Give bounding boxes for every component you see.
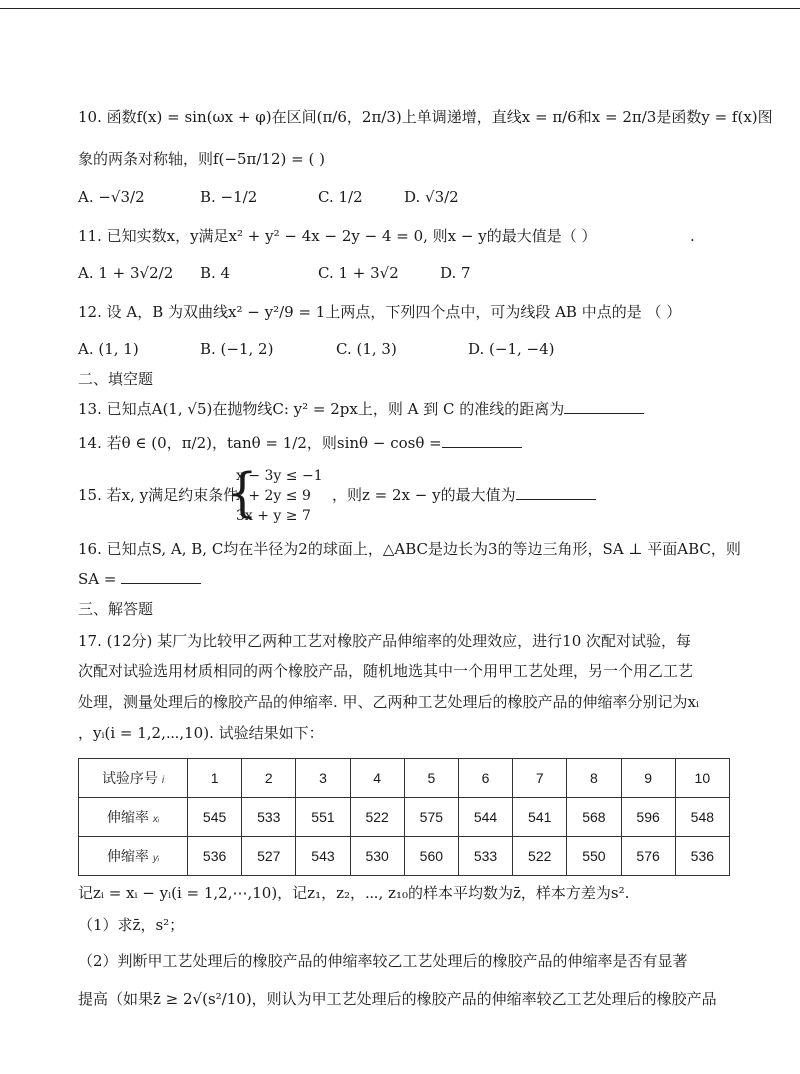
q15-constraints xyxy=(236,466,323,526)
table-cell: 596 xyxy=(621,798,675,837)
q17-line3: 处理，测量处理后的橡胶产品的伸缩率. 甲、乙两种工艺处理后的橡胶产品的伸缩率分别记为xᵢ xyxy=(78,693,700,711)
table-cell: 2 xyxy=(242,759,296,798)
table-cell: 550 xyxy=(567,837,621,876)
top-rule xyxy=(0,8,800,9)
q17-line4: ，yᵢ(i = 1,2,⋯,10). 试验结果如下： xyxy=(78,724,324,742)
q10-option-d: D. √3/2 xyxy=(404,188,459,206)
table-cell: 533 xyxy=(242,798,296,837)
q16-answer-blank[interactable] xyxy=(121,569,201,584)
q10-stem-line2: 象的两条对称轴，则f(−5π/12) = ( ) xyxy=(78,150,325,168)
q11-option-b: B. 4 xyxy=(200,264,231,282)
q14-line xyxy=(78,432,728,454)
q11-stem: 11. 已知实数x，y满足x² + y² − 4x − 2y − 4 = 0, 则x − y的最大值是（ ） xyxy=(78,227,597,245)
table-cell: 560 xyxy=(404,837,458,876)
table-cell: 4 xyxy=(350,759,404,798)
q15-constraint-2: x + 2y ≤ 9 xyxy=(236,488,311,504)
table-cell: 548 xyxy=(675,798,729,837)
q17-part1: （1）求z̄，s²； xyxy=(78,916,185,934)
q13-line xyxy=(78,398,728,420)
q15-answer-blank[interactable] xyxy=(516,485,596,500)
q15-constraint-1: x − 3y ≤ −1 xyxy=(236,468,323,484)
q12-option-d: D. (−1, −4) xyxy=(468,340,555,358)
row-header-y: 伸缩率 yᵢ xyxy=(79,837,188,876)
q11-option-d: D. 7 xyxy=(440,264,471,282)
table-cell: 543 xyxy=(296,837,350,876)
table-cell: 544 xyxy=(458,798,512,837)
q13-answer-blank[interactable] xyxy=(564,399,644,414)
table-row xyxy=(79,798,730,837)
section-solutions-heading: 三、解答题 xyxy=(78,600,154,618)
q12-stem: 12. 设 A，B 为双曲线x² − y²/9 = 1上两点，下列四个点中，可为线段 AB 中点的是 （ ） xyxy=(78,303,682,321)
table-cell: 3 xyxy=(296,759,350,798)
table-cell: 541 xyxy=(513,798,567,837)
q11-option-c: C. 1 + 3√2 xyxy=(318,264,399,282)
q17-line1: 17. (12分) 某厂为比较甲乙两种工艺对橡胶产品伸缩率的处理效应，进行10 次配对试验，每 xyxy=(78,632,692,650)
q12-option-b: B. (−1, 2) xyxy=(200,340,274,358)
table-cell: 533 xyxy=(458,837,512,876)
q17-after-table: 记zᵢ = xᵢ − yᵢ(i = 1,2,⋯,10)，记z₁，z₂，⋯, z₁₀的样本平均数为z̄，样本方差为s². xyxy=(78,884,630,902)
row-header-x: 伸缩率 xᵢ xyxy=(79,798,188,837)
q14-answer-blank[interactable] xyxy=(442,433,522,448)
table-cell: 7 xyxy=(513,759,567,798)
row-header-trial: 试验序号 i xyxy=(79,759,188,798)
table-row xyxy=(79,759,730,798)
q10-option-a: A. −√3/2 xyxy=(78,188,145,206)
table-cell: 575 xyxy=(404,798,458,837)
table-cell: 551 xyxy=(296,798,350,837)
q10-stem-line1: 10. 函数f(x) = sin(ωx + φ)在区间(π/6，2π/3)上单调递增，直线x = π/6和x = 2π/3是函数y = f(x)图 xyxy=(78,108,773,126)
table-cell: 545 xyxy=(188,798,242,837)
table-cell: 522 xyxy=(513,837,567,876)
section-fill-in-heading: 二、填空题 xyxy=(78,370,154,388)
q15-prefix: 15. 若x, y满足约束条件 xyxy=(78,486,239,504)
q15-constraint-3: 3x + y ≥ 7 xyxy=(236,508,311,524)
table-cell: 9 xyxy=(621,759,675,798)
table-cell: 8 xyxy=(567,759,621,798)
q12-option-c: C. (1, 3) xyxy=(336,340,397,358)
table-cell: 10 xyxy=(675,759,729,798)
q14-stem: 14. 若θ ∈ (0，π/2)，tanθ = 1/2，则sinθ − cosθ = xyxy=(78,434,442,452)
table-cell: 5 xyxy=(404,759,458,798)
experiment-table xyxy=(78,758,730,876)
table-cell: 536 xyxy=(675,837,729,876)
q16-sa-label: SA = xyxy=(78,570,117,588)
q16-stem-line1: 16. 已知点S, A, B, C均在半径为2的球面上，△ABC是边长为3的等边三角形，SA ⊥ 平面ABC，则 xyxy=(78,540,741,558)
table-cell: 527 xyxy=(242,837,296,876)
table-cell: 6 xyxy=(458,759,512,798)
q10-option-c: C. 1/2 xyxy=(318,188,363,206)
q15-line-tail xyxy=(332,484,596,506)
table-cell: 522 xyxy=(350,798,404,837)
q15-brace: { xyxy=(227,462,258,524)
table-row xyxy=(79,837,730,876)
q11-dot: . xyxy=(690,227,695,245)
table-cell: 530 xyxy=(350,837,404,876)
q10-option-b: B. −1/2 xyxy=(200,188,258,206)
q15-suffix: ，则z = 2x − y的最大值为 xyxy=(332,486,516,504)
table-cell: 568 xyxy=(567,798,621,837)
table-cell: 576 xyxy=(621,837,675,876)
table-cell: 536 xyxy=(188,837,242,876)
q17-part2-line2: 提高（如果z̄ ≥ 2√(s²/10)，则认为甲工艺处理后的橡胶产品的伸缩率较乙工艺处理后的橡胶产品 xyxy=(78,990,717,1008)
q17-part2-line1: （2）判断甲工艺处理后的橡胶产品的伸缩率较乙工艺处理后的橡胶产品的伸缩率是否有显著 xyxy=(78,952,688,970)
table-cell: 1 xyxy=(188,759,242,798)
q16-stem-line2 xyxy=(78,568,728,590)
q12-option-a: A. (1, 1) xyxy=(78,340,139,358)
q11-option-a: A. 1 + 3√2/2 xyxy=(78,264,174,282)
q17-line2: 次配对试验选用材质相同的两个橡胶产品，随机地选其中一个用甲工艺处理，另一个用乙工艺 xyxy=(78,662,694,680)
q13-stem: 13. 已知点A(1, √5)在抛物线C: y² = 2px上，则 A 到 C 的准线的距离为 xyxy=(78,400,565,418)
